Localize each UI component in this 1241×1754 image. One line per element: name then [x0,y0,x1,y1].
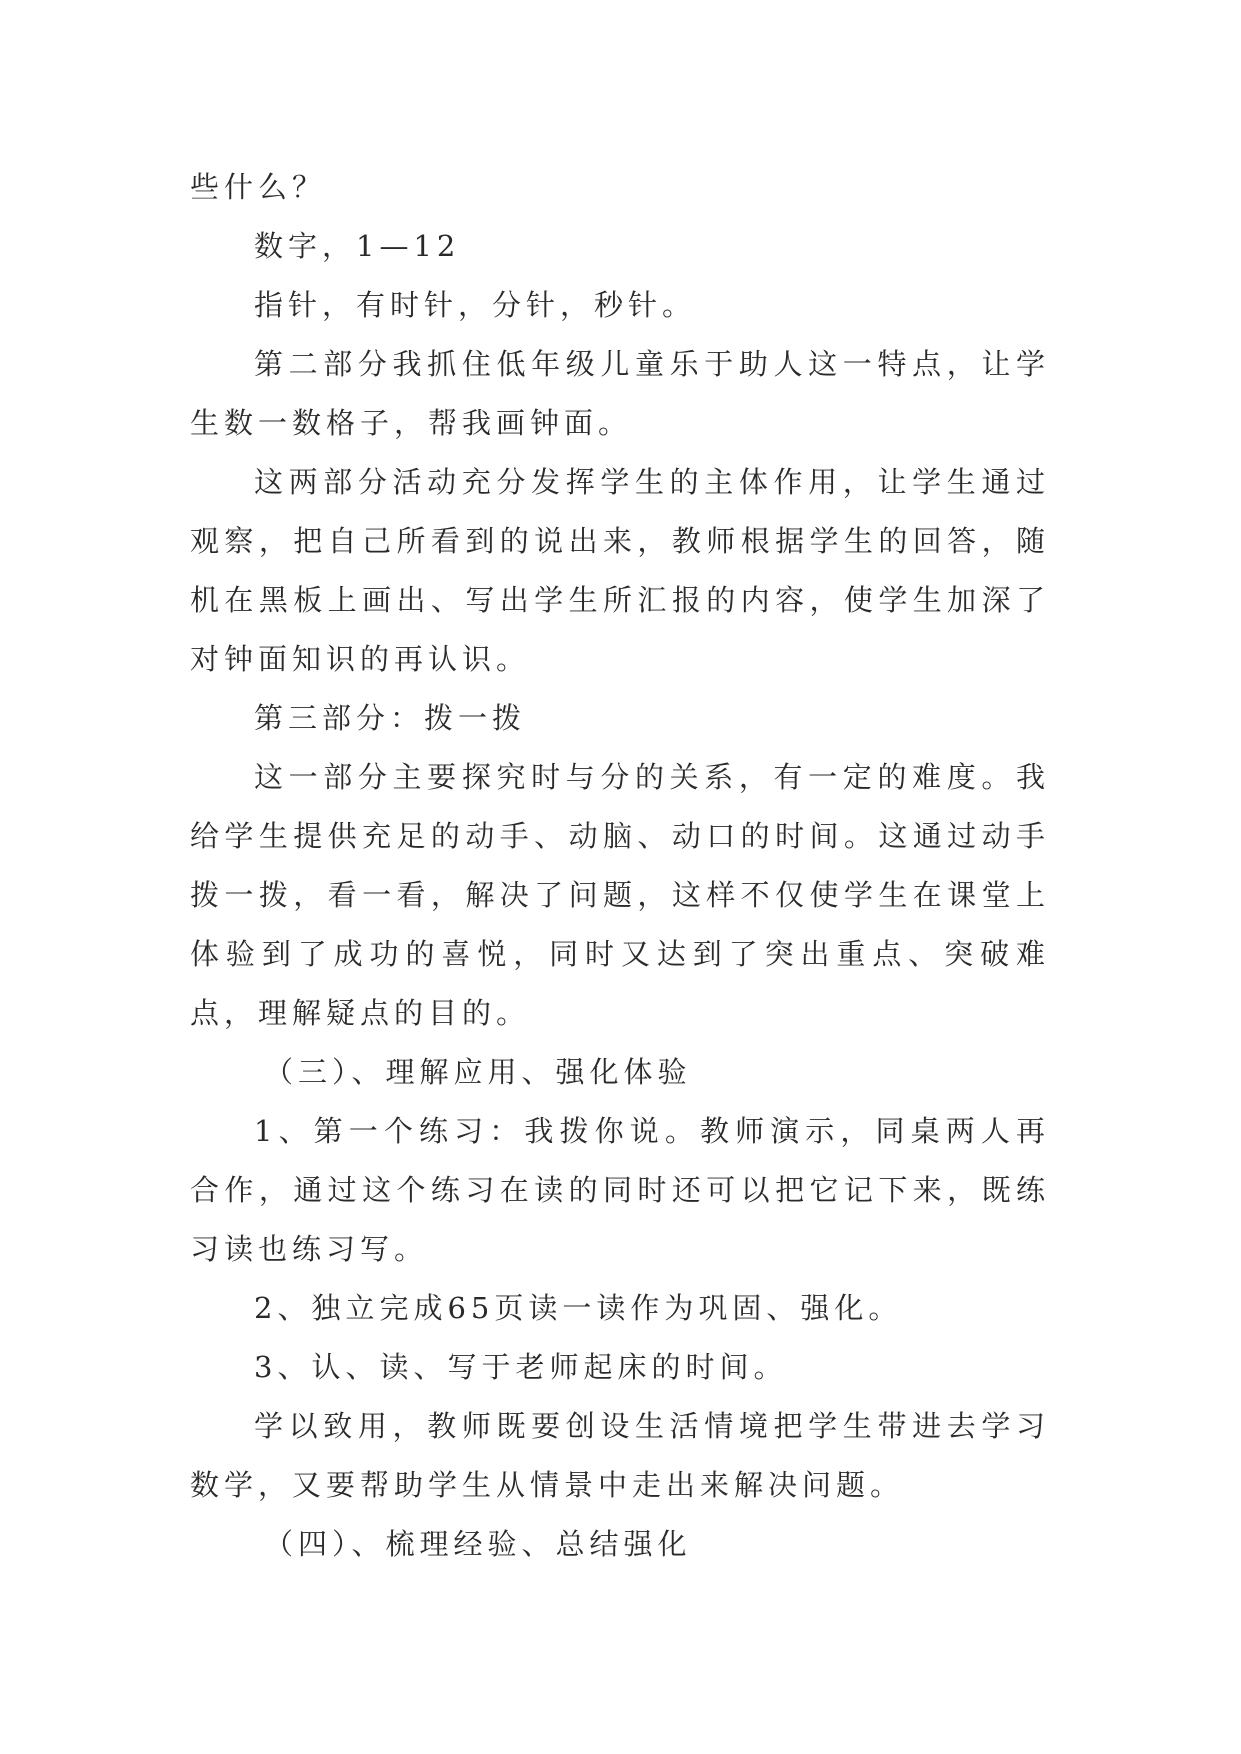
paragraph-9: 1、第一个练习：我拨你说。教师演示，同桌两人再合作，通过这个练习在读的同时还可以把它记下来，既练习读也练习写。 [190,1114,1050,1266]
paragraph-7: 这一部分主要探究时与分的关系，有一定的难度。我给学生提供充足的动手、动脑、动口的时间。这通过动手拨一拨，看一看，解决了问题，这样不仅使学生在课堂上体验到了成功的喜悦，同时又达到了突出重点、突破难点，理解疑点的目的。 [190,760,1050,1030]
section-heading-3: （三）、理解应用、强化体验 [264,1055,692,1089]
paragraph-10: 2、独立完成65页读一读作为巩固、强化。 [254,1291,903,1325]
paragraph-12: 学以致用，教师既要创设生活情境把学生带进去学习数学，又要帮助学生从情景中走出来解决问题。 [190,1409,1050,1502]
paragraph-2: 数字，1—12 [254,229,461,263]
section-heading-4: （四）、梳理经验、总结强化 [264,1527,692,1561]
paragraph-5: 这两部分活动充分发挥学生的主体作用，让学生通过观察，把自己所看到的说出来，教师根据学生的回答，随机在黑板上画出、写出学生所汇报的内容，使学生加深了对钟面知识的再认识。 [190,465,1050,676]
document-body [190,158,1050,1574]
paragraph-1: 些什么？ [190,170,327,204]
paragraph-6: 第三部分：拨一拨 [254,701,527,735]
paragraph-3: 指针，有时针，分针，秒针。 [254,288,697,322]
paragraph-4: 第二部分我抓住低年级儿童乐于助人这一特点，让学生数一数格子，帮我画钟面。 [190,347,1050,440]
paragraph-11: 3、认、读、写于老师起床的时间。 [254,1350,788,1384]
